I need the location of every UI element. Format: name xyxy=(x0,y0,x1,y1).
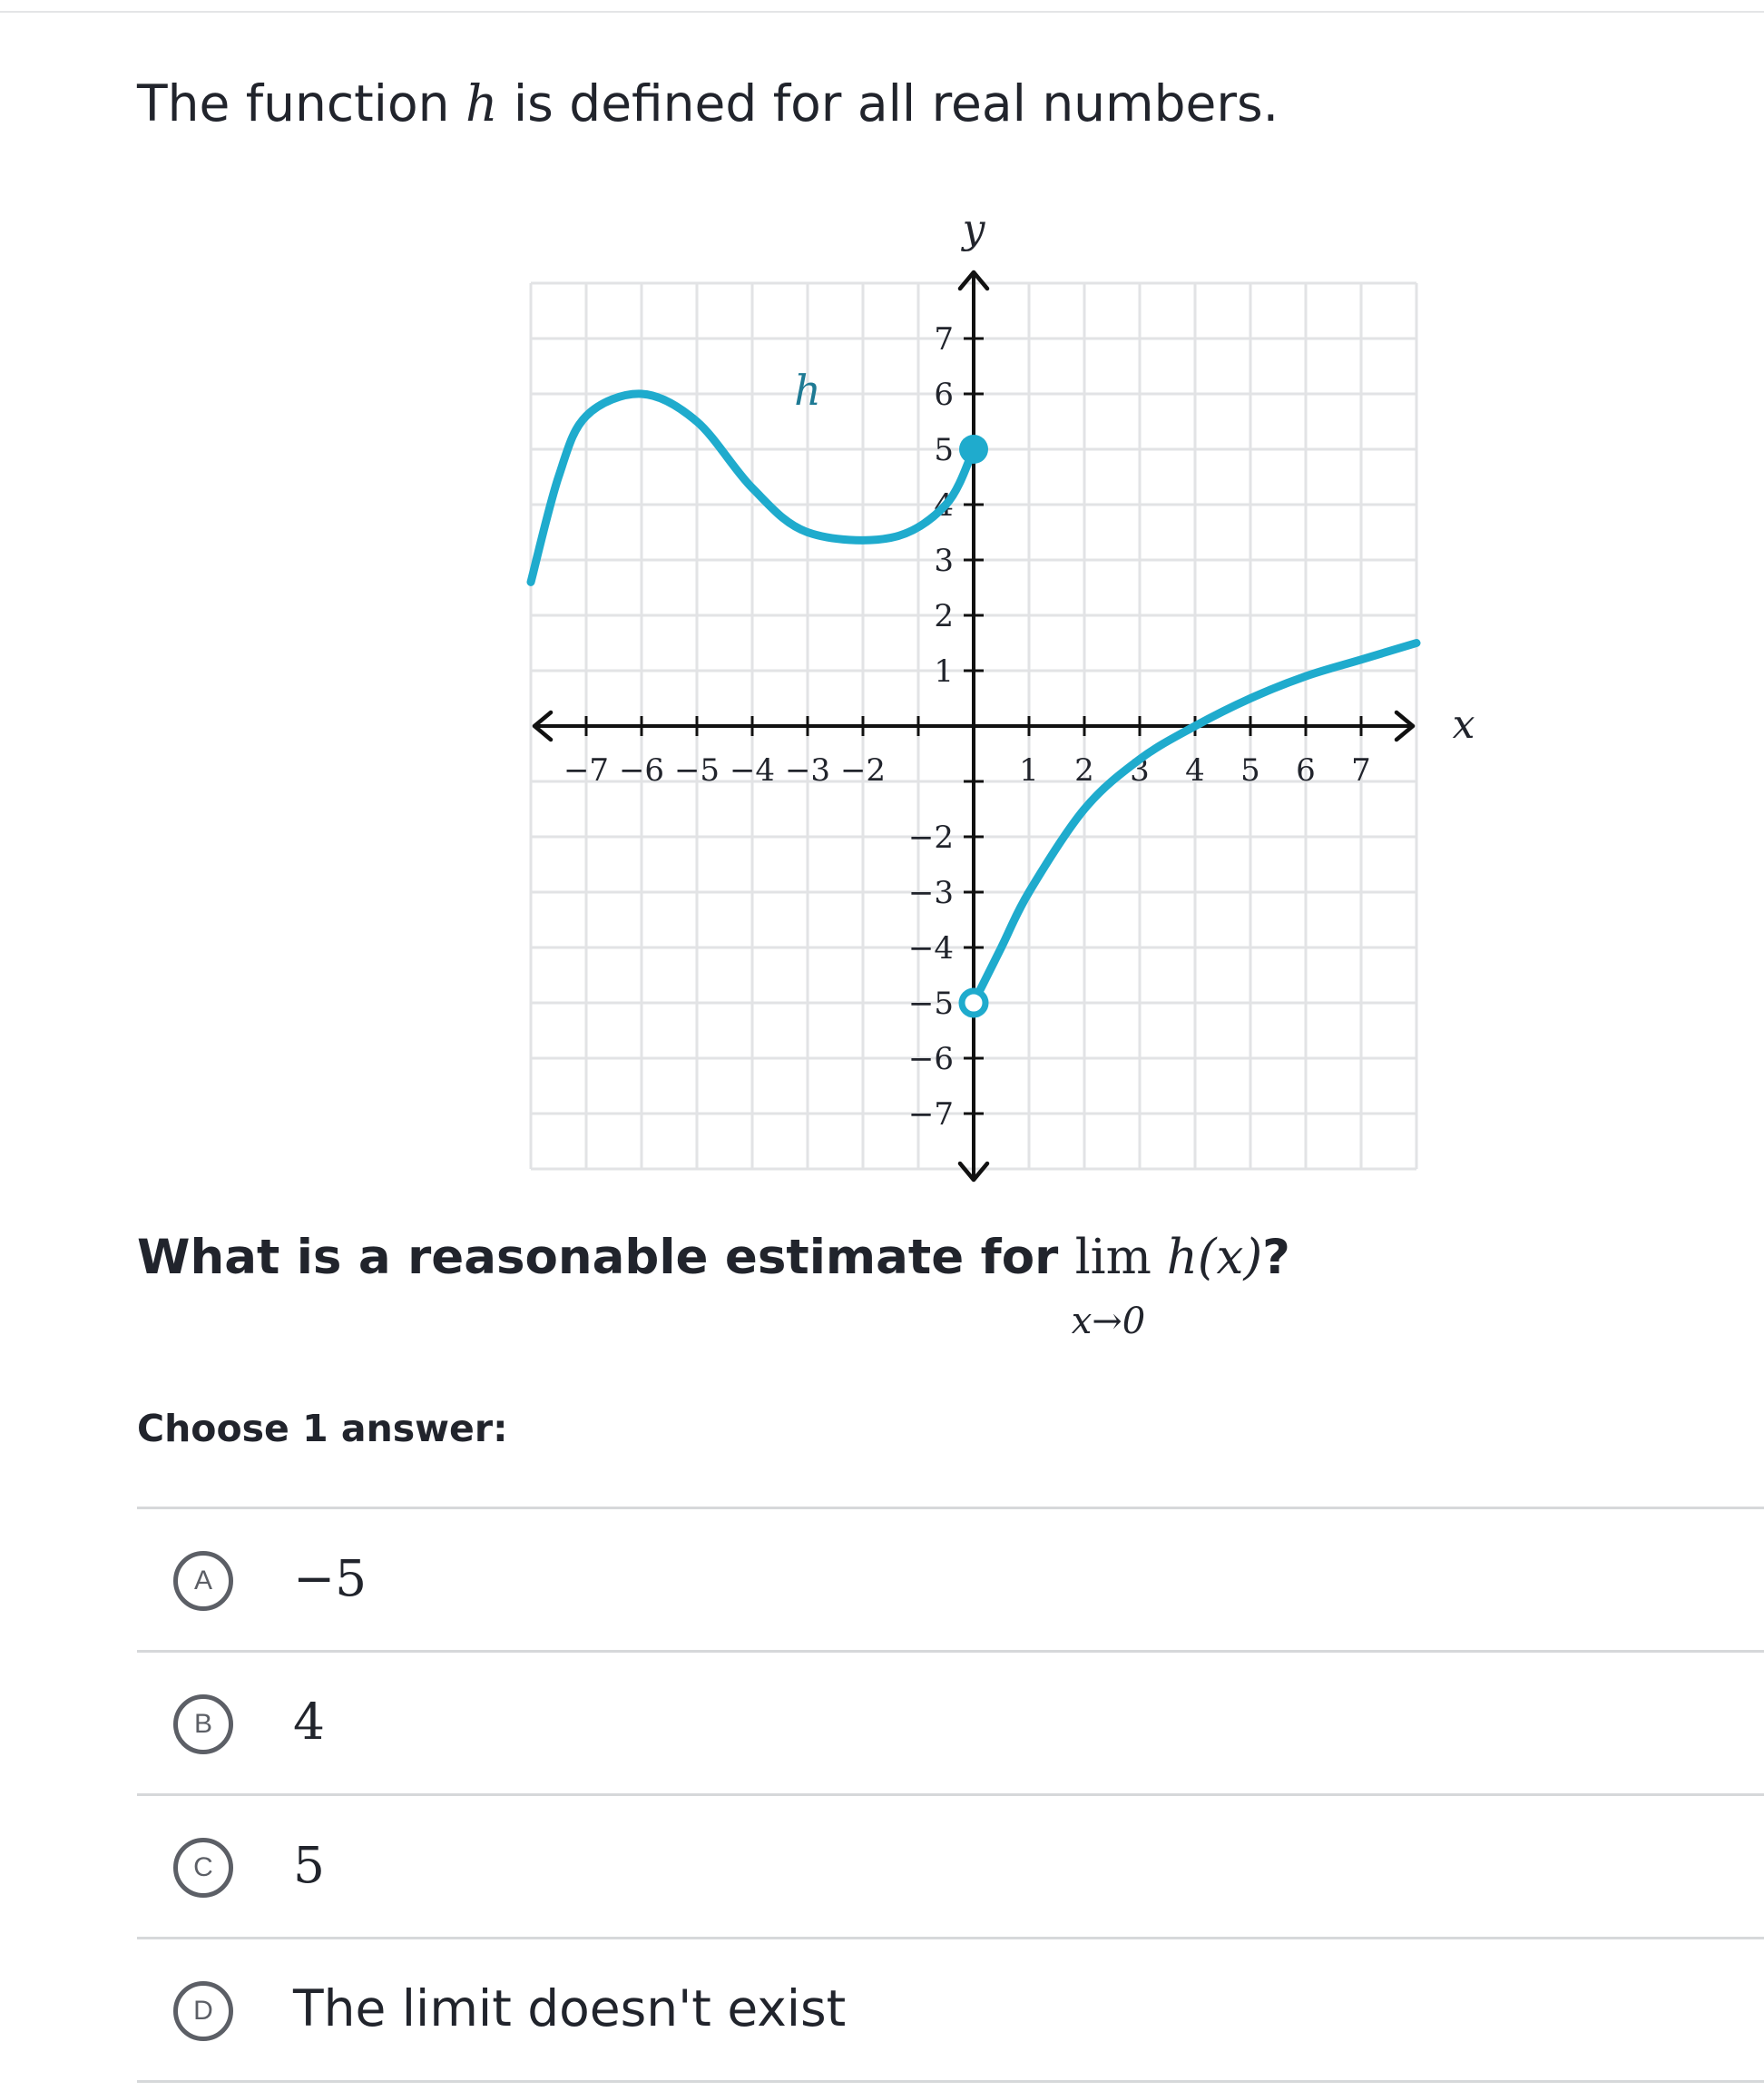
y-tick-label: −2 xyxy=(907,820,954,856)
x-tick-label: −4 xyxy=(729,752,776,789)
answer-option-c[interactable] xyxy=(137,1796,1764,1939)
option-text: The limit doesn't exist xyxy=(293,1979,847,2037)
problem-intro: The function h is defined for all real numbers. xyxy=(137,74,1279,133)
question-text: What is a reasonable estimate for lim h(x) x→0 ? xyxy=(137,1230,1290,1342)
choose-label: Choose 1 answer: xyxy=(137,1407,508,1450)
option-letter-circle[interactable]: A xyxy=(173,1551,233,1611)
x-tick-label: 5 xyxy=(1240,752,1260,789)
y-tick-label: 4 xyxy=(934,487,954,524)
x-tick-label: −6 xyxy=(618,752,665,789)
option-text: −5 xyxy=(293,1549,368,1607)
option-letter-circle[interactable]: C xyxy=(173,1838,233,1898)
answer-option-b[interactable] xyxy=(137,1653,1764,1796)
y-tick-label: 2 xyxy=(934,598,954,634)
answer-option-d[interactable] xyxy=(137,1939,1764,2083)
closed-endpoint xyxy=(959,435,988,464)
curve-label-h: h xyxy=(794,366,821,415)
y-tick-label: −5 xyxy=(907,986,954,1022)
y-tick-label: −7 xyxy=(907,1096,954,1133)
y-tick-label: 5 xyxy=(934,432,954,468)
option-letter-circle[interactable]: D xyxy=(173,1981,233,2041)
y-tick-label: −4 xyxy=(907,930,954,967)
limit-subscript: x→0 xyxy=(1071,1301,1146,1342)
open-endpoint xyxy=(962,991,985,1015)
x-tick-label: 4 xyxy=(1185,752,1205,789)
y-axis-label: y xyxy=(962,206,985,252)
x-tick-label: 7 xyxy=(1351,752,1371,789)
answer-option-a[interactable] xyxy=(137,1509,1764,1653)
option-letter-circle[interactable]: B xyxy=(173,1694,233,1754)
x-tick-label: 3 xyxy=(1130,752,1150,789)
option-text: 4 xyxy=(293,1693,325,1751)
x-tick-label: 6 xyxy=(1296,752,1316,789)
y-tick-label: 3 xyxy=(934,543,954,579)
x-tick-label: −3 xyxy=(784,752,831,789)
x-tick-label: −7 xyxy=(563,752,610,789)
y-tick-label: 7 xyxy=(934,321,954,358)
x-tick-label: −2 xyxy=(839,752,887,789)
y-tick-label: −3 xyxy=(907,875,954,911)
x-tick-label: −5 xyxy=(673,752,720,789)
y-tick-label: −6 xyxy=(907,1041,954,1077)
x-axis-label: x xyxy=(1452,702,1475,748)
y-tick-label: 6 xyxy=(934,377,954,413)
x-tick-label: 2 xyxy=(1074,752,1094,789)
limit-expression: lim h(x) x→0 xyxy=(1071,1230,1263,1342)
y-tick-label: 1 xyxy=(934,653,954,690)
function-name: h xyxy=(465,74,498,133)
x-tick-label: 1 xyxy=(1019,752,1039,789)
option-text: 5 xyxy=(293,1836,325,1894)
